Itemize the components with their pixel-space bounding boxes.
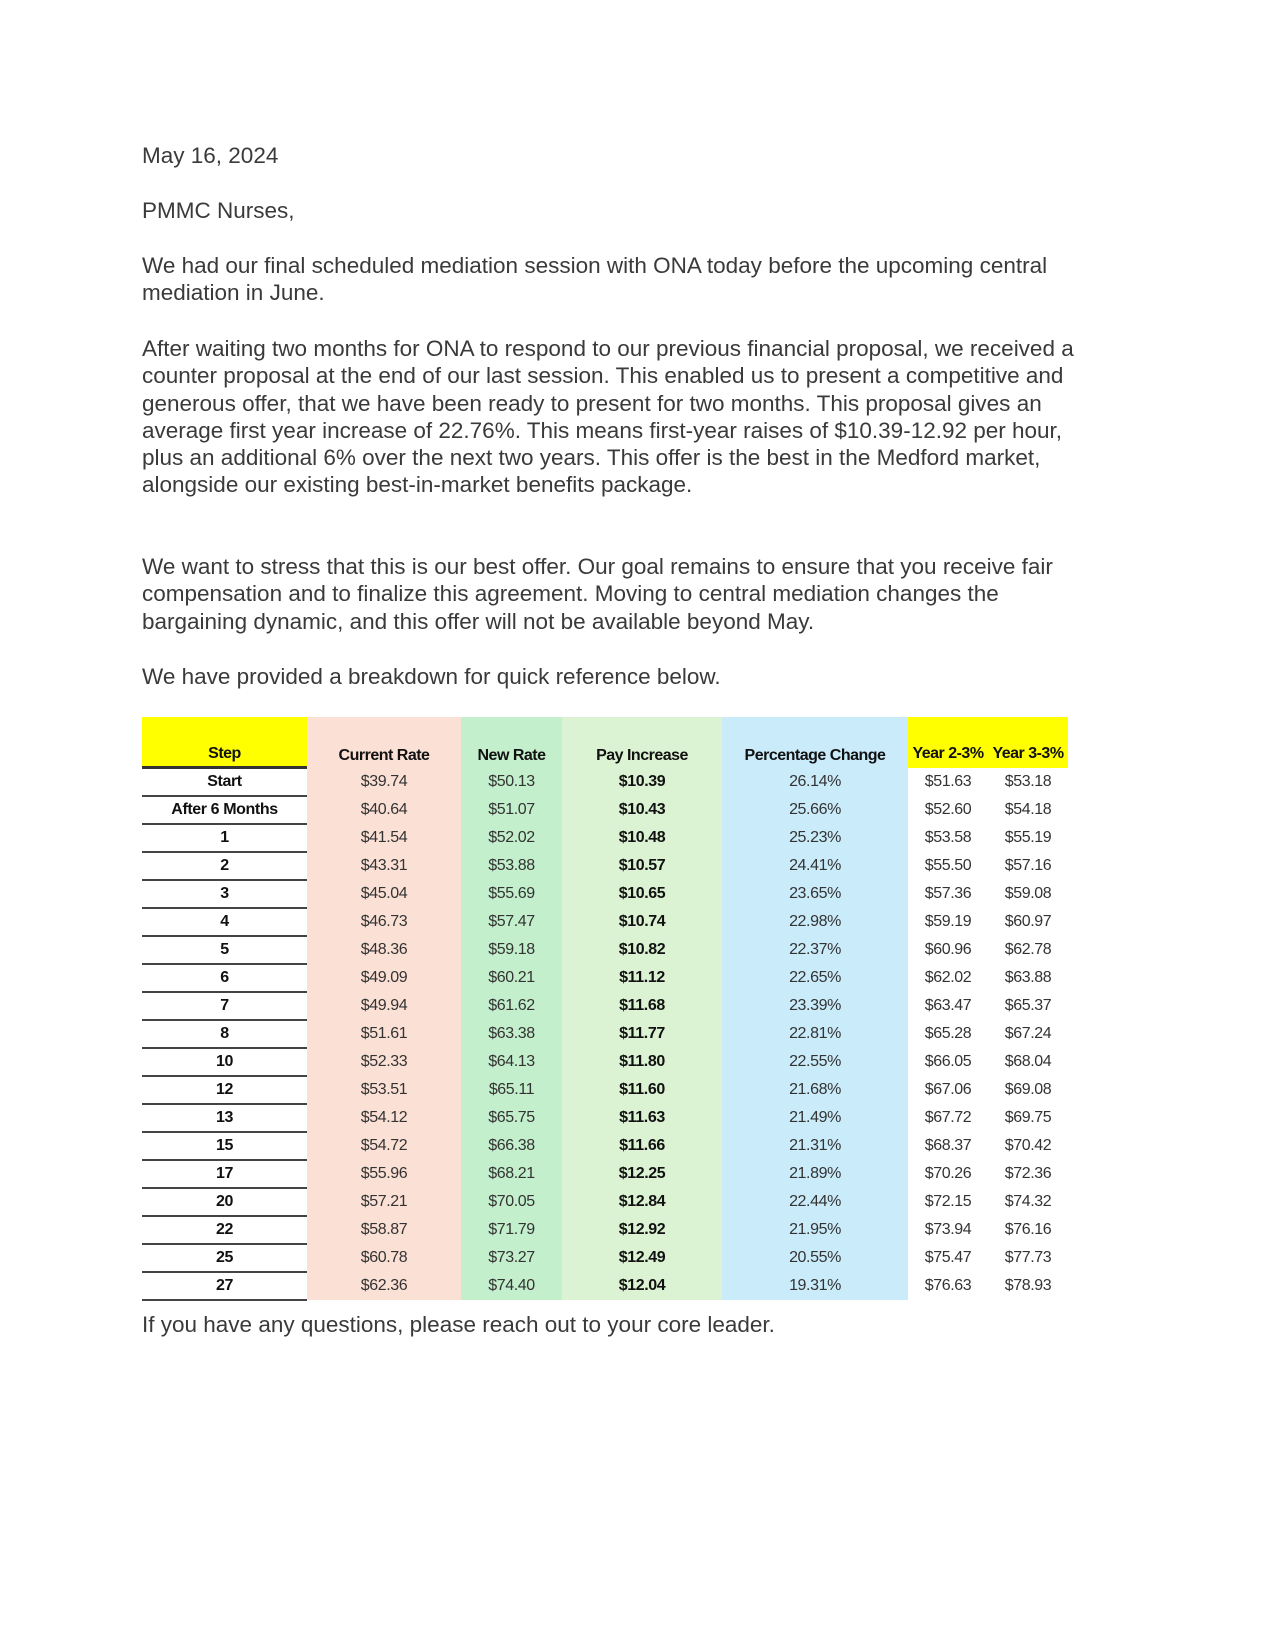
paragraph-3: We want to stress that this is our best offer. Our goal remains to ensure that you receive fair compensation and to finalize this agreement. Moving to central mediation changes the bargaining dynamic, and this offer will not be available beyond May. xyxy=(142,554,1053,634)
cell-percentage-change: 21.31% xyxy=(722,1132,908,1160)
cell-year-3: $69.08 xyxy=(988,1076,1068,1104)
cell-pay-increase: $12.49 xyxy=(562,1244,722,1272)
cell-current-rate: $54.12 xyxy=(307,1104,461,1132)
table-row xyxy=(142,1132,1068,1160)
cell-year-2: $66.05 xyxy=(908,1048,988,1076)
cell-new-rate: $66.38 xyxy=(461,1132,562,1160)
table-row xyxy=(142,1020,1068,1048)
cell-step: 20 xyxy=(142,1188,307,1216)
cell-current-rate: $39.74 xyxy=(307,768,461,797)
cell-percentage-change: 22.37% xyxy=(722,936,908,964)
cell-pay-increase: $11.63 xyxy=(562,1104,722,1132)
cell-percentage-change: 23.65% xyxy=(722,880,908,908)
cell-year-2: $68.37 xyxy=(908,1132,988,1160)
table-row xyxy=(142,852,1068,880)
closing: If you have any questions, please reach out to your core leader. xyxy=(142,1312,775,1337)
cell-year-3: $54.18 xyxy=(988,796,1068,824)
cell-step: After 6 Months xyxy=(142,796,307,824)
cell-new-rate: $55.69 xyxy=(461,880,562,908)
cell-new-rate: $61.62 xyxy=(461,992,562,1020)
cell-current-rate: $51.61 xyxy=(307,1020,461,1048)
cell-step: Start xyxy=(142,768,307,797)
cell-percentage-change: 19.31% xyxy=(722,1272,908,1300)
cell-step: 1 xyxy=(142,824,307,852)
cell-percentage-change: 25.66% xyxy=(722,796,908,824)
cell-new-rate: $70.05 xyxy=(461,1188,562,1216)
table-row xyxy=(142,768,1068,797)
cell-year-3: $62.78 xyxy=(988,936,1068,964)
cell-pay-increase: $10.74 xyxy=(562,908,722,936)
cell-new-rate: $50.13 xyxy=(461,768,562,797)
cell-year-2: $75.47 xyxy=(908,1244,988,1272)
cell-year-3: $67.24 xyxy=(988,1020,1068,1048)
cell-pay-increase: $10.82 xyxy=(562,936,722,964)
cell-year-3: $70.42 xyxy=(988,1132,1068,1160)
cell-step: 8 xyxy=(142,1020,307,1048)
cell-pay-increase: $11.12 xyxy=(562,964,722,992)
cell-percentage-change: 22.55% xyxy=(722,1048,908,1076)
letter-date: May 16, 2024 xyxy=(142,143,279,168)
header-step: Step xyxy=(142,717,307,768)
paragraph-2: After waiting two months for ONA to respond to our previous financial proposal, we received a counter proposal at the end of our last session. This enabled us to present a competitive and generous offer, that we have been ready to present for two months. This proposal gives an average first year increase of 22.76%. This means first-year raises of $10.39-12.92 per hour, plus an additional 6% over the next two years. This offer is the best in the Medford market, alongside our existing best-in-market benefits package. xyxy=(142,336,1074,498)
cell-current-rate: $49.09 xyxy=(307,964,461,992)
table-row xyxy=(142,1244,1068,1272)
cell-year-3: $63.88 xyxy=(988,964,1068,992)
cell-step: 5 xyxy=(142,936,307,964)
cell-step: 17 xyxy=(142,1160,307,1188)
table-row xyxy=(142,1076,1068,1104)
cell-pay-increase: $12.92 xyxy=(562,1216,722,1244)
cell-current-rate: $41.54 xyxy=(307,824,461,852)
cell-new-rate: $64.13 xyxy=(461,1048,562,1076)
table-row xyxy=(142,908,1068,936)
cell-percentage-change: 21.49% xyxy=(722,1104,908,1132)
cell-percentage-change: 22.98% xyxy=(722,908,908,936)
cell-year-2: $51.63 xyxy=(908,768,988,797)
cell-percentage-change: 22.65% xyxy=(722,964,908,992)
table-row xyxy=(142,1048,1068,1076)
cell-new-rate: $65.11 xyxy=(461,1076,562,1104)
cell-percentage-change: 20.55% xyxy=(722,1244,908,1272)
cell-year-3: $59.08 xyxy=(988,880,1068,908)
cell-new-rate: $68.21 xyxy=(461,1160,562,1188)
salutation: PMMC Nurses, xyxy=(142,198,295,223)
cell-percentage-change: 21.89% xyxy=(722,1160,908,1188)
cell-step: 4 xyxy=(142,908,307,936)
table-row xyxy=(142,1272,1068,1300)
wage-table xyxy=(142,717,1068,1301)
cell-current-rate: $43.31 xyxy=(307,852,461,880)
cell-year-2: $59.19 xyxy=(908,908,988,936)
cell-year-3: $53.18 xyxy=(988,768,1068,797)
cell-percentage-change: 22.44% xyxy=(722,1188,908,1216)
cell-current-rate: $46.73 xyxy=(307,908,461,936)
header-year-3: Year 3-3% xyxy=(988,717,1068,768)
cell-pay-increase: $11.60 xyxy=(562,1076,722,1104)
table-row xyxy=(142,964,1068,992)
cell-current-rate: $53.51 xyxy=(307,1076,461,1104)
cell-percentage-change: 22.81% xyxy=(722,1020,908,1048)
cell-percentage-change: 24.41% xyxy=(722,852,908,880)
cell-year-3: $69.75 xyxy=(988,1104,1068,1132)
cell-new-rate: $53.88 xyxy=(461,852,562,880)
table-row xyxy=(142,1216,1068,1244)
cell-current-rate: $48.36 xyxy=(307,936,461,964)
cell-year-3: $74.32 xyxy=(988,1188,1068,1216)
header-percentage-change: Percentage Change xyxy=(722,717,908,768)
cell-new-rate: $63.38 xyxy=(461,1020,562,1048)
cell-new-rate: $60.21 xyxy=(461,964,562,992)
cell-percentage-change: 21.95% xyxy=(722,1216,908,1244)
cell-year-2: $73.94 xyxy=(908,1216,988,1244)
cell-current-rate: $49.94 xyxy=(307,992,461,1020)
cell-step: 27 xyxy=(142,1272,307,1300)
cell-new-rate: $71.79 xyxy=(461,1216,562,1244)
cell-step: 22 xyxy=(142,1216,307,1244)
table-row xyxy=(142,992,1068,1020)
paragraph-1: We had our final scheduled mediation session with ONA today before the upcoming central mediation in June. xyxy=(142,253,1048,306)
cell-year-3: $72.36 xyxy=(988,1160,1068,1188)
cell-year-2: $70.26 xyxy=(908,1160,988,1188)
cell-current-rate: $40.64 xyxy=(307,796,461,824)
cell-current-rate: $54.72 xyxy=(307,1132,461,1160)
paragraph-4: We have provided a breakdown for quick reference below. xyxy=(142,664,721,689)
cell-year-3: $78.93 xyxy=(988,1272,1068,1300)
table-row xyxy=(142,1160,1068,1188)
cell-new-rate: $57.47 xyxy=(461,908,562,936)
cell-step: 15 xyxy=(142,1132,307,1160)
cell-pay-increase: $11.77 xyxy=(562,1020,722,1048)
cell-current-rate: $58.87 xyxy=(307,1216,461,1244)
cell-year-3: $55.19 xyxy=(988,824,1068,852)
table-row xyxy=(142,1104,1068,1132)
cell-current-rate: $57.21 xyxy=(307,1188,461,1216)
cell-percentage-change: 25.23% xyxy=(722,824,908,852)
cell-pay-increase: $11.68 xyxy=(562,992,722,1020)
cell-new-rate: $51.07 xyxy=(461,796,562,824)
header-year-2: Year 2-3% xyxy=(908,717,988,768)
cell-percentage-change: 26.14% xyxy=(722,768,908,797)
cell-step: 3 xyxy=(142,880,307,908)
cell-current-rate: $62.36 xyxy=(307,1272,461,1300)
cell-pay-increase: $10.65 xyxy=(562,880,722,908)
table-row xyxy=(142,880,1068,908)
cell-step: 12 xyxy=(142,1076,307,1104)
cell-pay-increase: $10.48 xyxy=(562,824,722,852)
cell-year-3: $68.04 xyxy=(988,1048,1068,1076)
cell-pay-increase: $10.39 xyxy=(562,768,722,797)
cell-year-2: $76.63 xyxy=(908,1272,988,1300)
table-row xyxy=(142,936,1068,964)
cell-year-2: $63.47 xyxy=(908,992,988,1020)
cell-step: 25 xyxy=(142,1244,307,1272)
cell-year-2: $57.36 xyxy=(908,880,988,908)
cell-step: 6 xyxy=(142,964,307,992)
cell-pay-increase: $11.66 xyxy=(562,1132,722,1160)
cell-current-rate: $45.04 xyxy=(307,880,461,908)
cell-pay-increase: $10.43 xyxy=(562,796,722,824)
table-header-row xyxy=(142,717,1068,768)
cell-step: 10 xyxy=(142,1048,307,1076)
cell-percentage-change: 23.39% xyxy=(722,992,908,1020)
cell-pay-increase: $12.25 xyxy=(562,1160,722,1188)
cell-year-2: $60.96 xyxy=(908,936,988,964)
cell-new-rate: $74.40 xyxy=(461,1272,562,1300)
table-row xyxy=(142,796,1068,824)
cell-current-rate: $60.78 xyxy=(307,1244,461,1272)
cell-year-2: $67.06 xyxy=(908,1076,988,1104)
cell-year-3: $60.97 xyxy=(988,908,1068,936)
cell-year-3: $57.16 xyxy=(988,852,1068,880)
cell-year-2: $72.15 xyxy=(908,1188,988,1216)
cell-step: 13 xyxy=(142,1104,307,1132)
cell-new-rate: $59.18 xyxy=(461,936,562,964)
table-row xyxy=(142,1188,1068,1216)
cell-pay-increase: $12.84 xyxy=(562,1188,722,1216)
cell-new-rate: $52.02 xyxy=(461,824,562,852)
cell-year-2: $52.60 xyxy=(908,796,988,824)
cell-current-rate: $52.33 xyxy=(307,1048,461,1076)
table-row xyxy=(142,824,1068,852)
cell-percentage-change: 21.68% xyxy=(722,1076,908,1104)
cell-pay-increase: $12.04 xyxy=(562,1272,722,1300)
cell-year-2: $65.28 xyxy=(908,1020,988,1048)
header-current-rate: Current Rate xyxy=(307,717,461,768)
cell-step: 2 xyxy=(142,852,307,880)
cell-new-rate: $65.75 xyxy=(461,1104,562,1132)
cell-pay-increase: $11.80 xyxy=(562,1048,722,1076)
cell-year-2: $67.72 xyxy=(908,1104,988,1132)
cell-pay-increase: $10.57 xyxy=(562,852,722,880)
cell-year-3: $65.37 xyxy=(988,992,1068,1020)
header-new-rate: New Rate xyxy=(461,717,562,768)
cell-year-2: $62.02 xyxy=(908,964,988,992)
cell-year-2: $55.50 xyxy=(908,852,988,880)
cell-year-2: $53.58 xyxy=(908,824,988,852)
header-pay-increase: Pay Increase xyxy=(562,717,722,768)
cell-current-rate: $55.96 xyxy=(307,1160,461,1188)
cell-year-3: $76.16 xyxy=(988,1216,1068,1244)
cell-new-rate: $73.27 xyxy=(461,1244,562,1272)
cell-year-3: $77.73 xyxy=(988,1244,1068,1272)
cell-step: 7 xyxy=(142,992,307,1020)
